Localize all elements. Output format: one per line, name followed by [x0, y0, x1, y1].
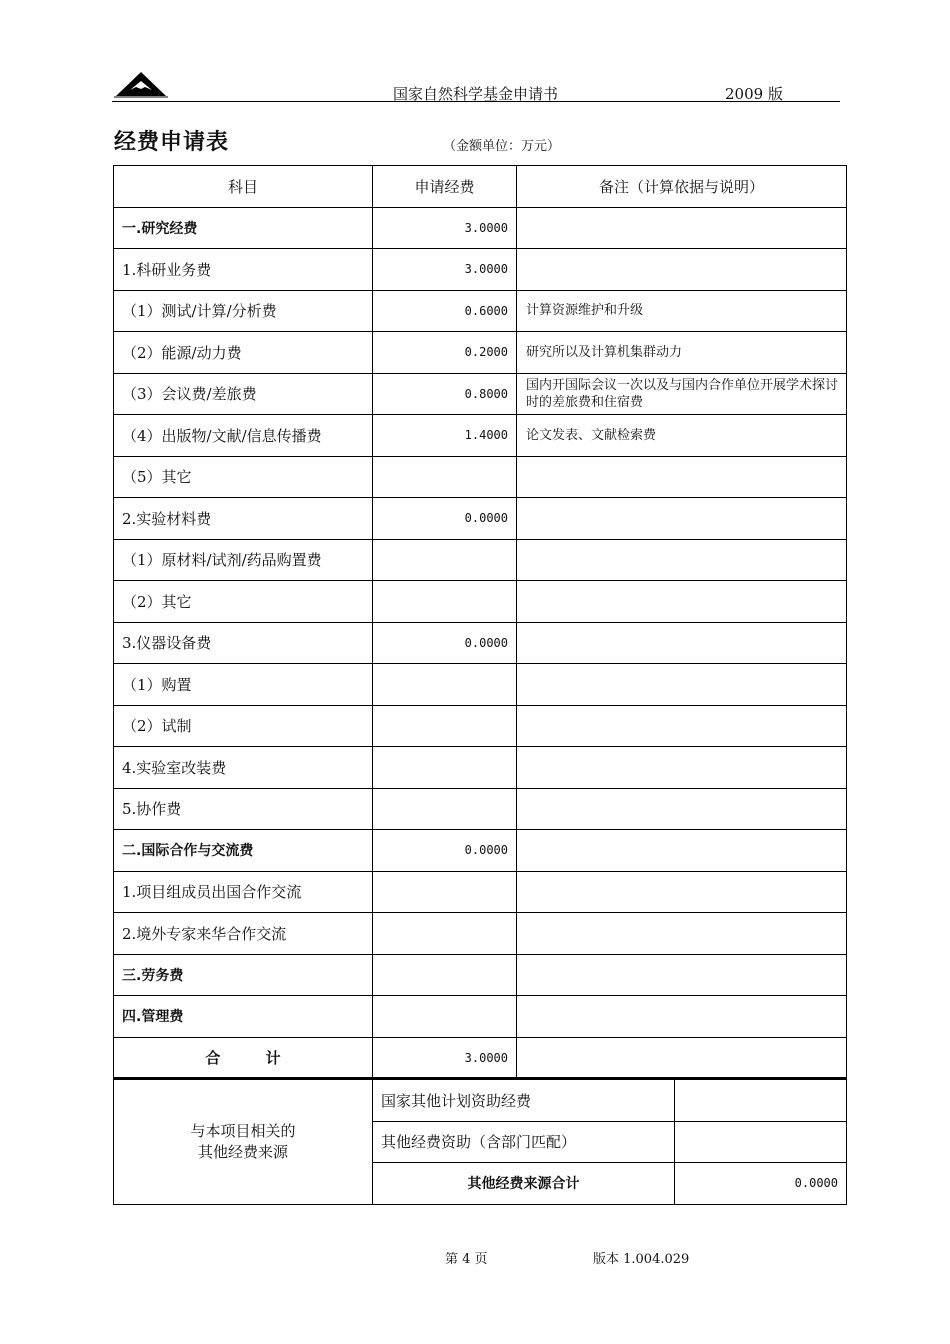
table-row	[114, 1080, 847, 1122]
row-note[interactable]: 计算资源维护和升级	[517, 290, 847, 332]
row-item: 1.项目组成员出国合作交流	[114, 871, 373, 913]
row-item: 3.仪器设备费	[114, 622, 373, 664]
table-row	[114, 456, 847, 498]
row-amount[interactable]	[373, 913, 517, 955]
row-note[interactable]	[517, 954, 847, 996]
row-item: （1）原材料/试剂/药品购置费	[114, 539, 373, 581]
row-note[interactable]: 研究所以及计算机集群动力	[517, 332, 847, 374]
row-item: （1）测试/计算/分析费	[114, 290, 373, 332]
row-note[interactable]: 论文发表、文献检索费	[517, 415, 847, 457]
row-amount[interactable]: 0.6000	[373, 290, 517, 332]
row-amount[interactable]	[373, 996, 517, 1038]
row-amount[interactable]: 3.0000	[373, 249, 517, 291]
table-row	[114, 581, 847, 623]
row-note[interactable]	[517, 539, 847, 581]
row-item: 二.国际合作与交流费	[114, 830, 373, 872]
row-amount[interactable]	[373, 581, 517, 623]
table-row	[114, 871, 847, 913]
row-amount[interactable]	[373, 456, 517, 498]
row-amount[interactable]	[373, 705, 517, 747]
row-amount[interactable]	[373, 871, 517, 913]
row-item: （5）其它	[114, 456, 373, 498]
section-divider	[113, 1077, 847, 1078]
row-note[interactable]	[517, 456, 847, 498]
table-row	[114, 996, 847, 1038]
row-amount[interactable]: 0.0000	[373, 830, 517, 872]
table-row	[114, 332, 847, 374]
table-row	[114, 498, 847, 540]
table-row	[114, 207, 847, 249]
row-item: （3）会议费/差旅费	[114, 373, 373, 415]
row-amount[interactable]	[373, 539, 517, 581]
row-note[interactable]	[517, 830, 847, 872]
row-note[interactable]: 国内开国际会议一次以及与国内合作单位开展学术探讨时的差旅费和住宿费	[517, 373, 847, 415]
other-sources-label	[114, 1080, 373, 1205]
row-note[interactable]	[517, 664, 847, 706]
total-note	[517, 1037, 847, 1079]
row-item: 三.劳务费	[114, 954, 373, 996]
other-sources-label-text: 与本项目相关的 其他经费来源	[190, 1121, 296, 1161]
row-note[interactable]	[517, 705, 847, 747]
row-note[interactable]	[517, 996, 847, 1038]
row-note[interactable]	[517, 249, 847, 291]
row-item: （4）出版物/文献/信息传播费	[114, 415, 373, 457]
page-number: 第 4 页	[445, 1252, 488, 1267]
table-row	[114, 705, 847, 747]
column-header-note: 备注（计算依据与说明）	[517, 166, 847, 208]
unit-note: （金额单位：万元）	[443, 139, 561, 154]
budget-table	[113, 165, 847, 1079]
table-row	[114, 622, 847, 664]
row-amount[interactable]	[373, 664, 517, 706]
row-item: 一.研究经费	[114, 207, 373, 249]
header-title: 国家自然科学基金申请书	[393, 85, 559, 103]
table-row	[114, 788, 847, 830]
row-item: （2）试制	[114, 705, 373, 747]
row-amount[interactable]: 3.0000	[373, 207, 517, 249]
row-item: 四.管理费	[114, 996, 373, 1038]
row-note[interactable]	[517, 747, 847, 789]
row-item: （1）购置	[114, 664, 373, 706]
other-sources-total-amount: 0.0000	[675, 1163, 847, 1205]
table-row	[114, 539, 847, 581]
row-amount[interactable]: 0.0000	[373, 622, 517, 664]
header-divider	[112, 101, 840, 102]
row-item: （2）其它	[114, 581, 373, 623]
source-amount[interactable]	[675, 1121, 847, 1163]
table-row	[114, 290, 847, 332]
row-note[interactable]	[517, 913, 847, 955]
other-sources-table	[113, 1079, 847, 1205]
row-item: 1.科研业务费	[114, 249, 373, 291]
total-label: 合 计	[114, 1037, 373, 1079]
table-row	[114, 913, 847, 955]
source-amount[interactable]	[675, 1080, 847, 1122]
row-note[interactable]	[517, 581, 847, 623]
table-row	[114, 415, 847, 457]
row-amount[interactable]	[373, 747, 517, 789]
row-note[interactable]	[517, 622, 847, 664]
row-amount[interactable]	[373, 954, 517, 996]
total-amount: 3.0000	[373, 1037, 517, 1079]
source-item: 其他经费资助（含部门匹配）	[373, 1121, 675, 1163]
table-row	[114, 373, 847, 415]
row-note[interactable]	[517, 207, 847, 249]
header-version: 2009 版	[725, 85, 783, 103]
row-amount[interactable]: 0.2000	[373, 332, 517, 374]
table-row	[114, 830, 847, 872]
row-item: 5.协作费	[114, 788, 373, 830]
row-amount[interactable]	[373, 788, 517, 830]
row-item: （2）能源/动力费	[114, 332, 373, 374]
version-info: 版本 1.004.029	[593, 1252, 690, 1267]
total-row	[114, 1037, 847, 1079]
table-row	[114, 664, 847, 706]
row-item: 2.境外专家来华合作交流	[114, 913, 373, 955]
other-sources-total-label: 其他经费来源合计	[373, 1163, 675, 1205]
budget-table-header	[114, 166, 847, 208]
nsfc-logo-icon	[114, 70, 168, 98]
form-title: 经费申请表	[114, 130, 230, 155]
row-amount[interactable]: 1.4000	[373, 415, 517, 457]
row-amount[interactable]: 0.0000	[373, 498, 517, 540]
column-header-amount: 申请经费	[373, 166, 517, 208]
table-row	[114, 954, 847, 996]
table-row	[114, 249, 847, 291]
table-row	[114, 747, 847, 789]
source-item: 国家其他计划资助经费	[373, 1080, 675, 1122]
row-note[interactable]	[517, 498, 847, 540]
column-header-item: 科目	[114, 166, 373, 208]
row-item: 2.实验材料费	[114, 498, 373, 540]
row-note[interactable]	[517, 788, 847, 830]
row-item: 4.实验室改装费	[114, 747, 373, 789]
row-note[interactable]	[517, 871, 847, 913]
row-amount[interactable]: 0.8000	[373, 373, 517, 415]
